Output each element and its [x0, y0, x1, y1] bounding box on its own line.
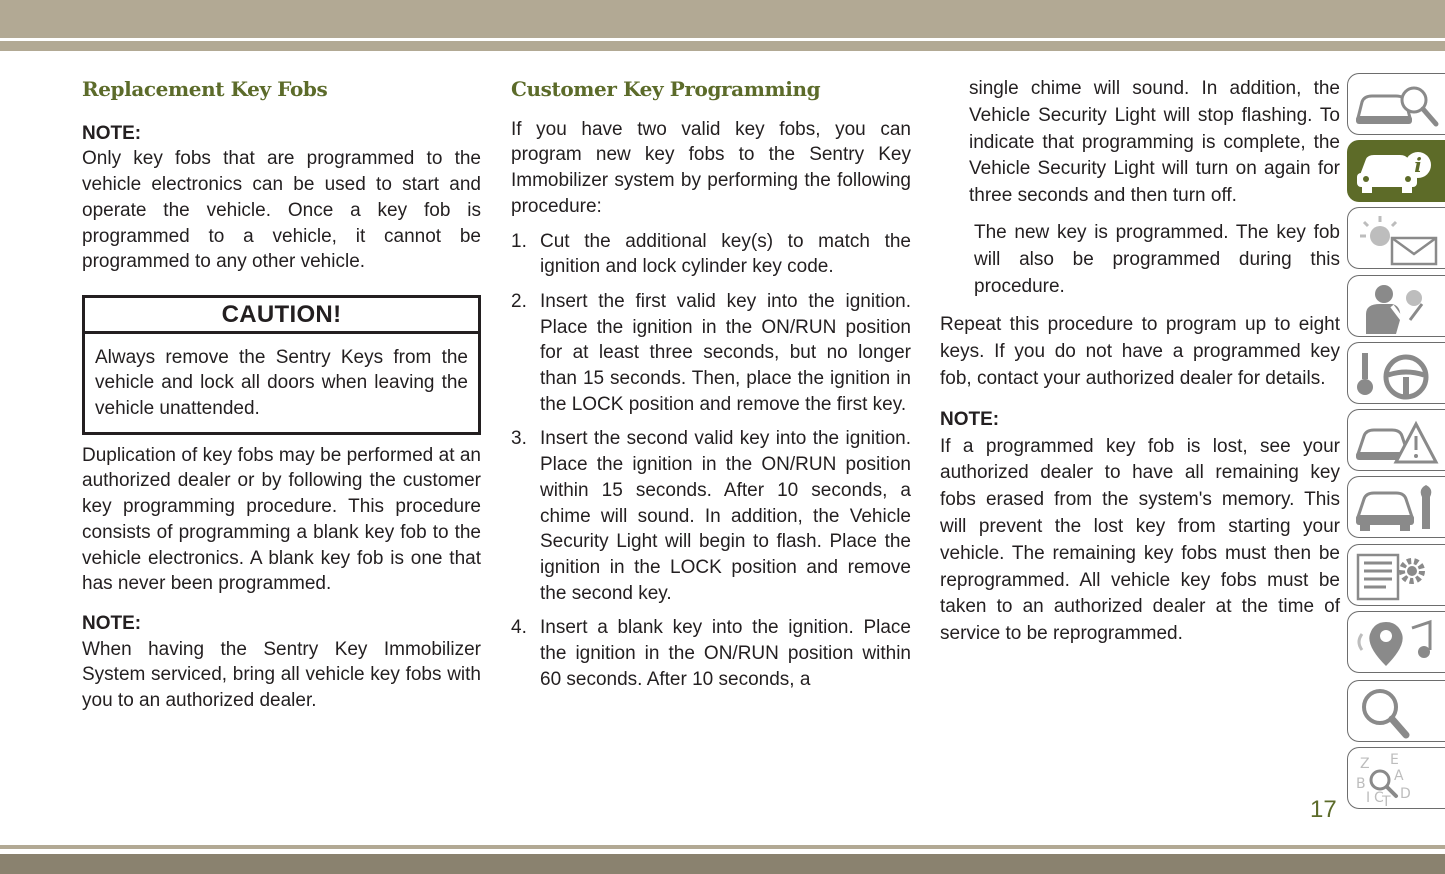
note-label: NOTE:: [82, 612, 142, 634]
car-search-icon: [1352, 78, 1442, 132]
tab-index[interactable]: [1347, 747, 1445, 809]
tab-instrument-panel[interactable]: [1347, 207, 1445, 269]
step-number: 2.: [511, 290, 527, 312]
repeat-paragraph: Repeat this procedure to program up to eight keys. If you do not have a programmed key fob, contact your authorized dealer for details.: [940, 314, 1340, 389]
step-item: [511, 426, 911, 606]
top-band-stripe: [0, 41, 1445, 51]
index-letter: D: [1400, 786, 1411, 802]
tab-technical-specifications[interactable]: [1347, 544, 1445, 606]
car-warning-triangle-icon: [1352, 414, 1442, 468]
step-text: Cut the additional key(s) to match the ignition and lock cylinder key code.: [540, 230, 911, 278]
caution-title: CAUTION!: [85, 298, 478, 334]
bottom-band: [0, 854, 1445, 874]
car-info-icon: [1352, 145, 1442, 199]
step-item: [511, 229, 911, 280]
note-text: Only key fobs that are programmed to the vehicle electronics can be used to start and operate the vehicle. Once a key fob is programmed to a vehicle, it cannot be programmed to any other vehicle.: [82, 148, 481, 273]
note-text: When having the Sentry Key Immobilizer System serviced, bring all vehicle key fobs with you to an authorized dealer.: [82, 638, 481, 712]
warning-light-message-icon: [1352, 212, 1442, 266]
top-band: [0, 0, 1445, 38]
note-label: NOTE:: [940, 408, 1000, 430]
note-text: If a programmed key fob is lost, see your authorized dealer to have all remaining key fobs erased from the system's memory. This will prevent the lost key from starting your vehicle. The remaining key fobs must then be reprogrammed. All vehicle key fobs must be taken to an authorized dealer at the time of service to be reprogrammed.: [940, 435, 1340, 645]
caution-box: [82, 295, 481, 435]
step-text: Insert the second valid key into the ignition. Place the ignition in the ON/RUN position within 15 seconds. After 10 seconds, a chime will sound. In addition, the Vehicle Security Light will begin to flash. Place the ignition in the LOCK position and remove the second key.: [540, 428, 911, 604]
step-number: 1.: [511, 230, 527, 252]
index-letter: I: [1366, 790, 1371, 806]
key-steering-wheel-icon: [1352, 347, 1442, 401]
note-label: NOTE:: [82, 122, 142, 144]
tab-customer-assistance[interactable]: [1347, 680, 1445, 742]
specifications-gear-icon: [1352, 549, 1442, 603]
column-left: [82, 77, 481, 714]
bottom-band-stripe: [0, 845, 1445, 849]
step-number: 3.: [511, 428, 527, 450]
column-right: [940, 76, 1340, 648]
index-letter: B: [1356, 776, 1366, 792]
index-letter: T: [1382, 794, 1391, 806]
paragraph-duplication: Duplication of key fobs may be performed at an authorized dealer or by following the customer key programming procedure. This procedure consists of programming a blank key fob to the vehicle electronics. A blank key fob is one that has never been programmed.: [82, 444, 481, 595]
index-letter: A: [1394, 768, 1404, 784]
step-item: [511, 289, 911, 418]
tab-servicing-maintenance[interactable]: [1347, 476, 1445, 538]
index-letter: Z: [1360, 756, 1370, 772]
multimedia-music-icon: [1352, 616, 1442, 670]
step-text: Insert the first valid key into the ignition. Place the ignition in the ON/RUN position for at least three seconds, but no longer than 15 seconds. Then, place the ignition in the LOCK position and remove the first key.: [540, 290, 911, 415]
intro-paragraph: If you have two valid key fobs, you can program new key fobs to the Sentry Key Immobilizer system by performing the following procedure:: [511, 118, 911, 217]
section-heading-replacement: Replacement Key Fobs: [82, 77, 328, 101]
caution-text: Always remove the Sentry Keys from the vehicle and lock all doors when leaving the vehicle unattended.: [95, 346, 468, 420]
column-middle: [511, 77, 911, 692]
programmed-paragraph: The new key is programmed. The key fob will also be programmed during this procedure.: [974, 221, 1340, 297]
tab-getting-to-know-vehicle[interactable]: [1347, 140, 1445, 202]
index-letters-icon: [1352, 752, 1442, 806]
svg-text:i: i: [1414, 153, 1422, 177]
step-item: [511, 615, 911, 692]
section-heading-programming: Customer Key Programming: [511, 77, 821, 101]
index-letter: C: [1374, 790, 1384, 806]
index-letter: E: [1390, 752, 1399, 768]
tab-safety[interactable]: [1347, 275, 1445, 337]
tab-in-case-of-emergency[interactable]: [1347, 409, 1445, 471]
tab-starting-operating[interactable]: [1347, 342, 1445, 404]
page-number: 17: [1310, 796, 1337, 823]
step-text: Insert a blank key into the ignition. Place the ignition in the ON/RUN position within 60 seconds. After 10 seconds, a: [540, 617, 911, 690]
step-number: 4.: [511, 617, 527, 639]
car-wrench-icon: [1352, 481, 1442, 535]
continued-step-text: single chime will sound. In addition, the Vehicle Security Light will stop flashing. To indicate that programming is complete, the Vehicle Security Light will turn on again for three seconds and then turn off.: [969, 78, 1340, 207]
procedure-steps: [511, 229, 911, 693]
seat-airbag-icon: [1352, 280, 1442, 334]
magnifier-icon: [1352, 685, 1442, 739]
tab-introduction[interactable]: [1347, 73, 1445, 135]
tab-multimedia[interactable]: [1347, 611, 1445, 673]
